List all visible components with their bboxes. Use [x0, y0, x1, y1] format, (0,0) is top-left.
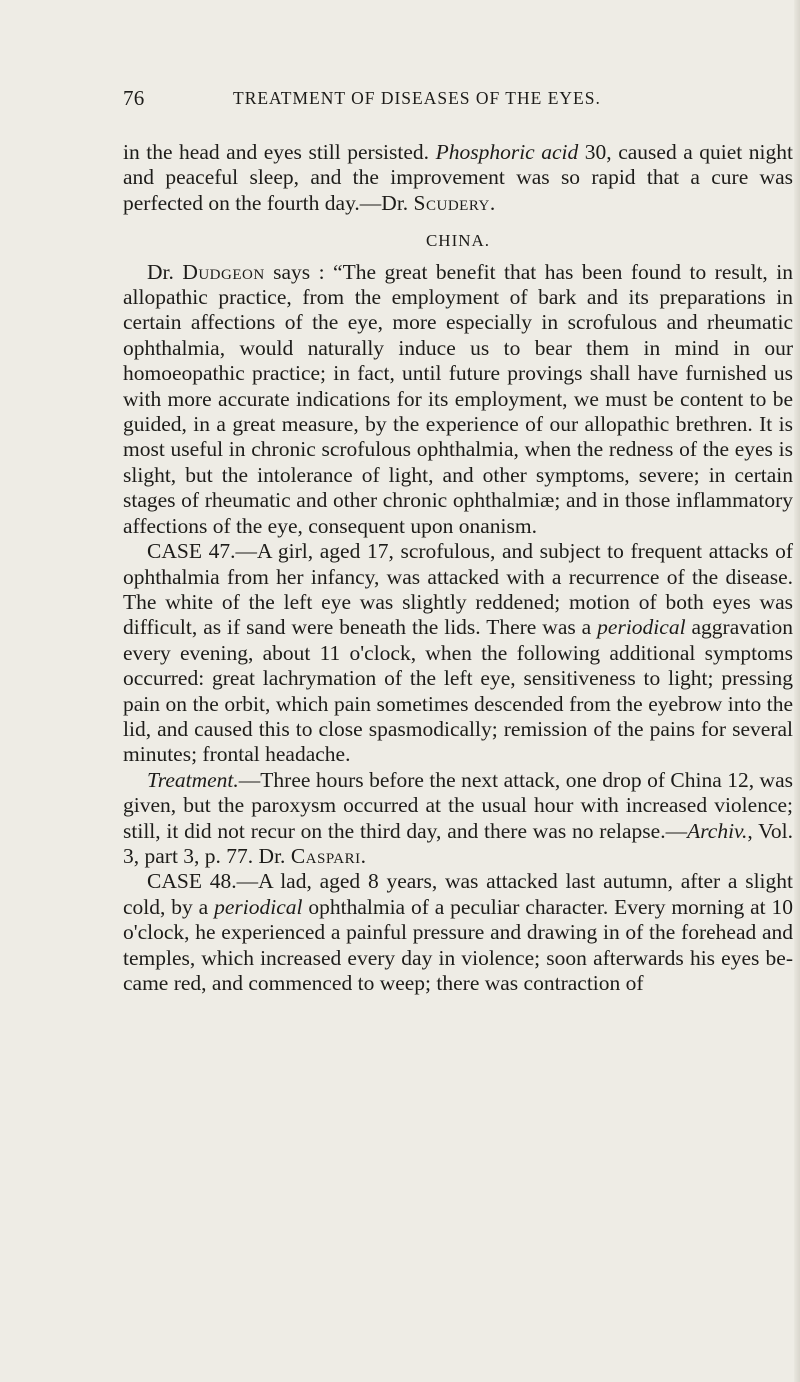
emphasis-periodical: periodical	[214, 894, 303, 919]
remedy-name: Phosphoric acid	[435, 140, 579, 164]
paragraph-continuation: in the head and eyes still persisted. Phosphoric acid 30, caused a quiet night and peaceful sleep, and the improvement was so rapid that a cure was perfected on the fourth day.—Dr. Scudery.	[123, 140, 793, 215]
paragraph-china-intro: Dr. Dudgeon says : “The great benefit that has been found to result, in allopathic practice, from the employment of bark and its preparations in certain affections of the eye, more especially in scrofulous and rheumatic ophthalmia, would naturally induce us to bear them in mind in our homoeopathic practice; in fact, until future provings shall have furnished us with more accurate indications for its employment, we must be content to be guided, in a great measure, by the experience of our allopathic brethren. It is most useful in chronic scrofulous ophthalmia, when the redness of the eyes is slight, but the intolerance of light, and other symptoms, severe; in certain stages of rheumatic and other chronic ophthalmiæ; and in those inflammatory affections of the eye, consequent upon onanism.	[123, 259, 793, 538]
emphasis-periodical: periodical	[597, 615, 686, 640]
page-edge	[794, 0, 800, 1382]
author-name: Caspari.	[290, 843, 367, 868]
body-text	[123, 140, 793, 996]
treatment-label: Treatment.	[147, 767, 239, 792]
author-name: Dudgeon	[182, 259, 265, 284]
page-number: 76	[123, 86, 145, 110]
page-header	[123, 86, 793, 118]
citation-archiv: Archiv.	[687, 818, 748, 843]
paragraph-treatment: Treatment.—Three hours before the next attack, one drop of China 12, was given, but the paroxysm occurred at the usual hour with increased violence; still, it did not recur on the third day, and there was no relapse.—Archiv., Vol. 3, part 3, p. 77. Dr. Caspari.	[123, 767, 794, 868]
running-title: TREATMENT OF DISEASES OF THE EYES.	[233, 88, 601, 108]
paragraph-case-47: CASE 47.—A girl, aged 17, scrofulous, and subject to frequent attacks of ophthalmia from her infancy, was attacked with a recurrence of the disease. The white of the left eye was slightly reddened; motion of both eyes was difficult, as if sand were beneath the lids. There was a periodical aggravation every evening, about 11 o'clock, when the following additional symptoms occurred: great lachrymation of the left eye, sensitiveness to light; pressing pain on the orbit, which pain sometimes descended from the eyebrow into the lid, and caused this to close spasmodically; remission of the pains for several minutes; frontal headache.	[123, 539, 793, 767]
section-title: CHINA.	[425, 231, 491, 251]
paragraph-case-48: CASE 48.—A lad, aged 8 years, was attacked last autumn, after a slight cold, by a periodical ophthalmia of a peculiar character. Every morning at 10 o'clock, he experienced a painful pressure and drawing in of the forehead and temples, which increased every day in violence; soon afterwards his eyes became red, and commenced to weep; there was contraction of	[123, 869, 793, 995]
author-name: Scudery.	[413, 190, 496, 215]
